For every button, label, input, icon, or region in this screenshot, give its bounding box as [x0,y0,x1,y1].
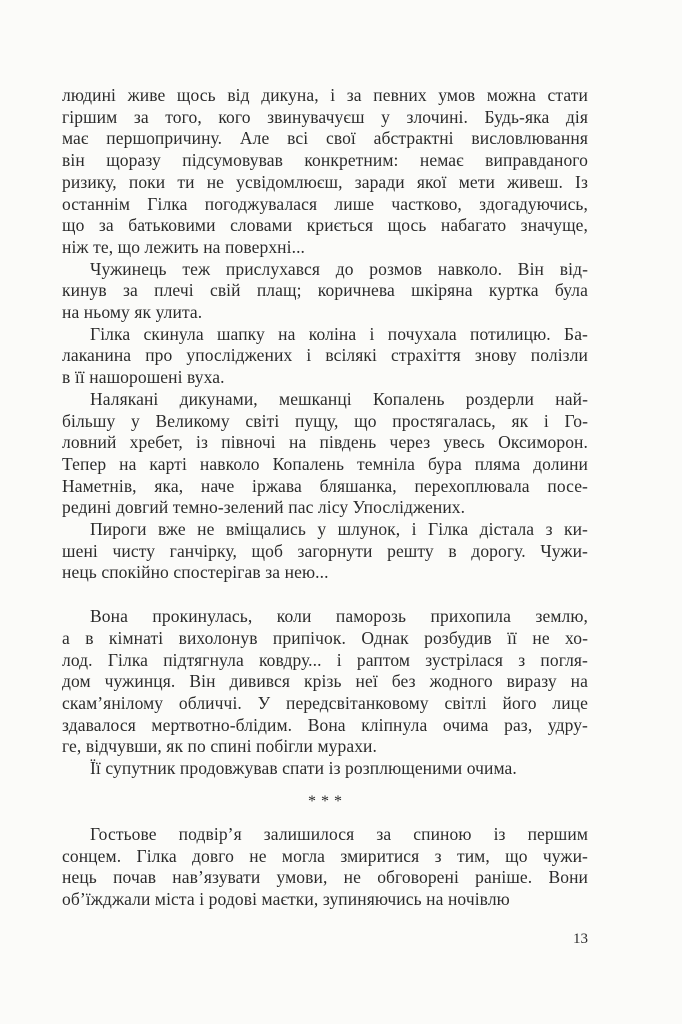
text-line: скам’янілому обличчі. У передсвітанковому світлі його лице [62,692,588,713]
text-line: має першопричину. Але всі свої абстрактні висловлювання [62,128,588,149]
text-line: Вона прокинулась, коли паморозь прихопила землю, [90,606,588,627]
paragraph [62,758,588,780]
text-line: в її нашорошені вуха. [62,367,225,388]
paragraph [62,85,588,259]
text-line: Гілка скинула шапку на коліна і почухала потилицю. Ба- [90,323,588,344]
text-line: більшу у Великому світі пущу, що простягалась, як і Го- [62,410,588,431]
text-line: Її супутник продовжував спати із розплющеними очима. [90,758,517,779]
text-line: нець спокійно спостерігав за нею... [62,562,329,583]
text-line: а в кімнаті вихолонув припічок. Однак розбудив її не хо- [62,627,588,648]
page-number: 13 [573,931,588,947]
text-line: ризику, поки ти не усвідомлюєш, заради якої мети живеш. Із [62,171,588,192]
text-line: лод. Гілка підтягнула ковдру... і раптом зустрілася з погля- [62,649,588,670]
text-line: шені чисту ганчірку, щоб загорнути решту в дорогу. Чужи- [62,540,588,561]
scene-break-spacer [62,584,588,606]
text-line: лаканина про упосліджених і всілякі страхіття знову полізли [62,345,588,366]
section-separator: *** [308,792,347,810]
text-line: дом чужинця. Він дивився крізь неї без жодного виразу на [62,671,588,692]
paragraph [62,606,588,758]
page-text [62,85,588,911]
text-line: він щоразу підсумовував конкретним: немає виправданого [62,150,588,171]
text-line: Чужинець теж прислухався до розмов навколо. Він від- [90,258,588,279]
text-line: Наметнів, яка, наче іржава бляшанка, перехоплювала посе- [62,475,588,496]
text-line: що за батьковими словами криється щось набагато значуще, [62,215,588,236]
paragraph [62,824,588,911]
paragraph [62,259,588,324]
text-line: на ньому як улита. [62,302,203,323]
text-line: останнім Гілка погоджувалася лише частково, здогадуючись, [62,193,588,214]
text-line: Пироги вже не вміщались у шлунок, і Гілка дістала з ки- [90,519,588,540]
text-line: ніж те, що лежить на поверхні... [62,236,306,257]
text-line: ловний хребет, із півночі на південь через увесь Оксиморон. [62,432,588,453]
text-line: людині живе щось від дикуна, і за певних умов можна стати [62,85,588,105]
text-line: редині довгий темно-зелений пас лісу Упосліджених. [62,497,466,518]
text-line: кинув за плечі свій плащ; коричнева шкіряна куртка була [62,280,588,301]
text-line: Налякані дикунами, мешканці Копалень роздерли най- [90,388,588,409]
text-line: нець почав нав’язувати умови, не обговорені раніше. Вони [62,867,588,888]
text-line: ге, відчувши, як по спині побігли мурахи. [62,736,377,757]
paragraph [62,324,588,389]
text-line: здавалося мертвотно-блідим. Вона кліпнула очима раз, удру- [62,714,588,735]
text-line: об’їжджали міста і родові маєтки, зупиняючись на ночівлю [62,888,510,909]
text-line: Гостьове подвір’я залишилося за спиною із першим [90,823,588,844]
text-line: гіршим за того, кого звинувачуєш у злочині. Будь-яка дія [62,106,588,127]
paragraph [62,389,588,519]
paragraph [62,519,588,584]
text-line: сонцем. Гілка довго не могла змиритися з тим, що чужи- [62,845,588,866]
text-line: Тепер на карті навколо Копалень темніла бура пляма долини [62,453,588,474]
